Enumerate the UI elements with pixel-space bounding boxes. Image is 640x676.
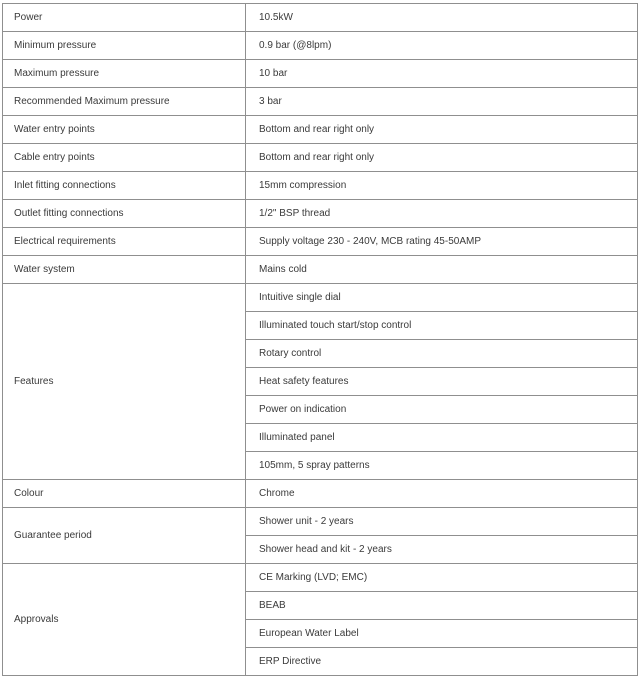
spec-value: 15mm compression <box>246 172 638 200</box>
spec-value: Rotary control <box>246 340 638 368</box>
spec-label: Power <box>3 4 246 32</box>
table-row <box>3 284 638 312</box>
spec-value: CE Marking (LVD; EMC) <box>246 564 638 592</box>
table-row <box>3 4 638 32</box>
spec-value: Chrome <box>246 480 638 508</box>
spec-value: Mains cold <box>246 256 638 284</box>
spec-label: Maximum pressure <box>3 60 246 88</box>
spec-value: 3 bar <box>246 88 638 116</box>
spec-value: Intuitive single dial <box>246 284 638 312</box>
specifications-table <box>2 3 638 676</box>
table-row <box>3 508 638 536</box>
table-row <box>3 200 638 228</box>
spec-value: BEAB <box>246 592 638 620</box>
spec-label: Cable entry points <box>3 144 246 172</box>
spec-value: Illuminated touch start/stop control <box>246 312 638 340</box>
spec-value: Shower head and kit - 2 years <box>246 536 638 564</box>
specifications-table-body <box>3 4 638 676</box>
table-row <box>3 32 638 60</box>
spec-value: ERP Directive <box>246 648 638 676</box>
table-row <box>3 228 638 256</box>
spec-value: Bottom and rear right only <box>246 144 638 172</box>
spec-label: Recommended Maximum pressure <box>3 88 246 116</box>
spec-label: Electrical requirements <box>3 228 246 256</box>
spec-value: European Water Label <box>246 620 638 648</box>
spec-value: 0.9 bar (@8lpm) <box>246 32 638 60</box>
spec-value: 105mm, 5 spray patterns <box>246 452 638 480</box>
table-row <box>3 144 638 172</box>
spec-value: 1/2" BSP thread <box>246 200 638 228</box>
spec-value: Heat safety features <box>246 368 638 396</box>
table-row <box>3 172 638 200</box>
table-row <box>3 480 638 508</box>
spec-label: Outlet fitting connections <box>3 200 246 228</box>
spec-value: Shower unit - 2 years <box>246 508 638 536</box>
spec-value: 10.5kW <box>246 4 638 32</box>
table-row <box>3 256 638 284</box>
spec-label: Water system <box>3 256 246 284</box>
spec-label: Approvals <box>3 564 246 676</box>
spec-label: Minimum pressure <box>3 32 246 60</box>
spec-value: Supply voltage 230 - 240V, MCB rating 45-50AMP <box>246 228 638 256</box>
table-row <box>3 60 638 88</box>
spec-label: Colour <box>3 480 246 508</box>
spec-value: Power on indication <box>246 396 638 424</box>
spec-label: Features <box>3 284 246 480</box>
spec-value: Bottom and rear right only <box>246 116 638 144</box>
table-row <box>3 88 638 116</box>
table-row <box>3 116 638 144</box>
spec-label: Inlet fitting connections <box>3 172 246 200</box>
spec-value: 10 bar <box>246 60 638 88</box>
table-row <box>3 564 638 592</box>
spec-label: Guarantee period <box>3 508 246 564</box>
spec-label: Water entry points <box>3 116 246 144</box>
spec-value: Illuminated panel <box>246 424 638 452</box>
